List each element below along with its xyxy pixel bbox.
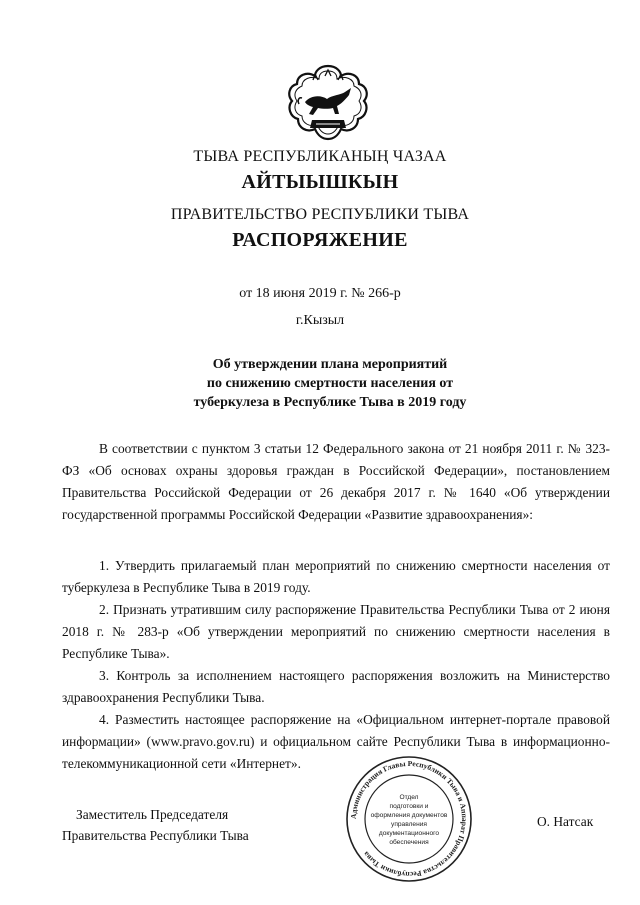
official-stamp xyxy=(343,755,475,883)
document-subject xyxy=(120,355,540,412)
order-item: 1. Утвердить прилагаемый план мероприятий по снижению смертности населения от туберкулеза в Республике Тыва в 2019 году. xyxy=(62,558,610,595)
document-date-number: от 18 июня 2019 г. № 266-р xyxy=(239,286,401,301)
stamp-center-line: документационного xyxy=(378,830,440,837)
signatory-title-line: Правительства Республики Тыва xyxy=(62,828,249,843)
tuva-emblem-icon xyxy=(285,62,371,142)
preamble-paragraph xyxy=(62,438,610,526)
header-line-tuvan-order: АЙТЫЫШКЫН xyxy=(241,171,399,193)
svg-text:Администрация Главы Республики xyxy=(349,759,469,879)
signatory-title xyxy=(62,804,249,846)
stamp-ring-text: Администрация Главы Республики Тыва и Аппарат Правительства Республики Тыва xyxy=(348,758,470,880)
order-item: 2. Признать утратившим силу распоряжение Правительства Республики Тыва от 2 июня 2018 г. № 283-р «Об утверждении мероприятий по снижению смертности населения в Республике Тыва». xyxy=(62,602,610,661)
header-line-government: ПРАВИТЕЛЬСТВО РЕСПУБЛИКИ ТЫВА xyxy=(170,206,470,223)
document-city: г.Кызыл xyxy=(295,313,345,328)
signatory-name: О. Натсак xyxy=(537,814,594,829)
subject-line: по снижению смертности населения от xyxy=(206,376,454,391)
stamp-center-line: подготовки и xyxy=(389,803,429,810)
signatory-title-line: Заместитель Председателя xyxy=(76,807,229,822)
stamp-center-line: оформления документов xyxy=(370,812,448,819)
document-type-title: РАСПОРЯЖЕНИЕ xyxy=(232,229,408,251)
preamble-text: В соответствии с пунктом 3 статьи 12 Федерального закона от 21 ноября 2011 г. № 323-ФЗ «Об основах охраны здоровья граждан в Российской Федерации», постановлением Правительства Российской Федерации от 26 декабря 2017 г. № 1640 «Об утверждении государственной программы Российской Федерации «Развитие здравоохранения»: xyxy=(62,441,610,522)
stamp-center-line: управления xyxy=(391,821,427,828)
subject-line: Об утверждении плана мероприятий xyxy=(212,357,448,372)
subject-line: туберкулеза в Республике Тыва в 2019 году xyxy=(193,395,467,410)
header-line-tuvan-government: ТЫВА РЕСПУБЛИКАНЫҢ ЧАЗАА xyxy=(193,148,447,165)
order-item: 3. Контроль за исполнением настоящего распоряжения возложить на Министерство здравоохранения Республики Тыва. xyxy=(62,668,610,705)
stamp-center-line: Отдел xyxy=(399,794,419,801)
stamp-center-line: обеспечения xyxy=(389,839,429,846)
order-items xyxy=(62,555,610,775)
order-item: 4. Разместить настоящее распоряжение на «Официальном интернет-портале правовой информации» (www.pravo.gov.ru) и официальном сайте Республики Тыва в информационно-телекоммуникационной сети «Интернет». xyxy=(62,712,610,771)
